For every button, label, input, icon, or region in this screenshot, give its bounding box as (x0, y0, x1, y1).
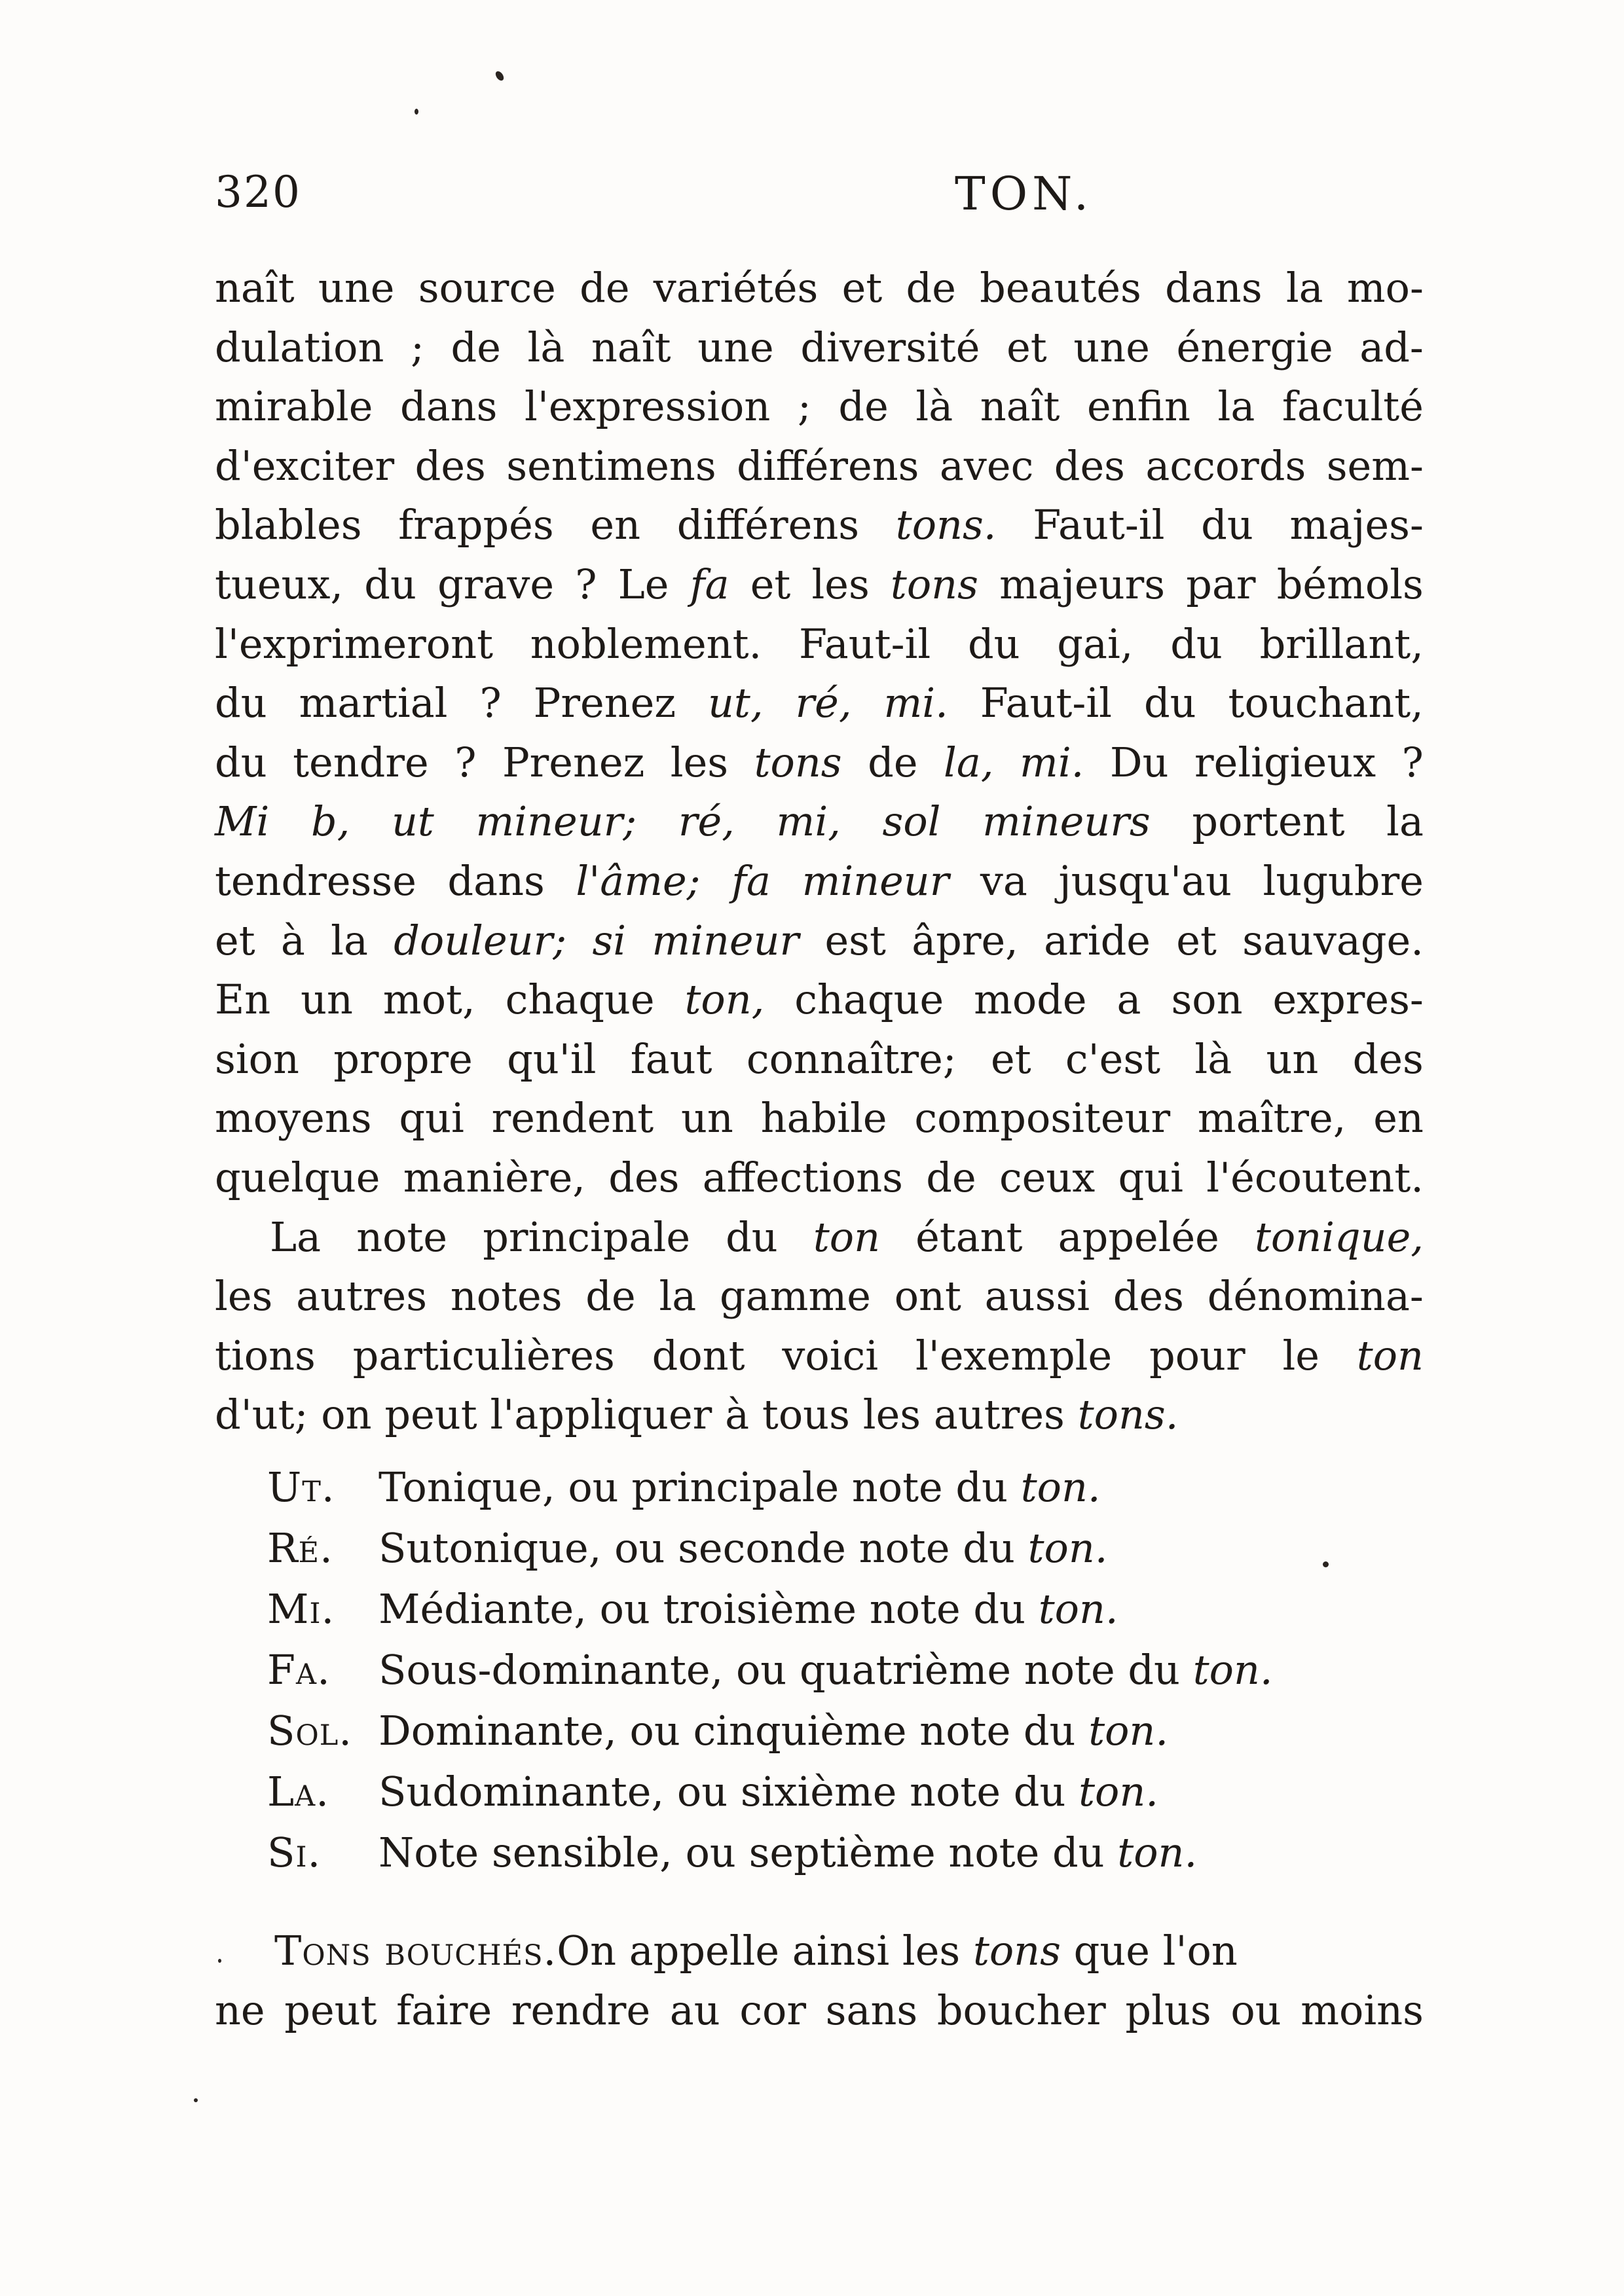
word: les (862, 1391, 921, 1439)
word: ne (215, 1986, 265, 2034)
word: faut (630, 1034, 712, 1083)
list-item (267, 1761, 1273, 1822)
word: des (415, 441, 486, 490)
word: ; (411, 323, 424, 371)
word: du (215, 679, 267, 727)
word: les (811, 560, 870, 608)
word: sem- (1326, 441, 1424, 490)
word: ad- (1359, 323, 1424, 371)
word: ton (1356, 1331, 1424, 1379)
word: rendent (491, 1094, 654, 1142)
note-name: Ut. (267, 1463, 335, 1511)
italic-word: ton. (1027, 1524, 1108, 1572)
word: du (1170, 619, 1223, 668)
list-item (267, 1578, 1273, 1639)
word: des (608, 1153, 680, 1201)
word: particulières (352, 1331, 615, 1379)
word: mineur (802, 856, 950, 905)
word: ceux (999, 1153, 1096, 1201)
word: de (838, 382, 889, 431)
word: moins (1301, 1986, 1424, 2034)
word: mi. (1020, 738, 1084, 786)
word: peut (284, 1986, 377, 2034)
word: cor (739, 1986, 807, 2034)
word: gamme (720, 1272, 871, 1321)
word: le (1282, 1331, 1320, 1379)
word: ton, (684, 975, 765, 1024)
word: qui (1118, 1153, 1183, 1201)
word: mineurs (982, 797, 1151, 846)
word: enfin (1087, 382, 1190, 431)
word: ; (797, 382, 811, 431)
word: mirable (215, 382, 373, 431)
word: de (868, 738, 918, 786)
word: beautés (980, 264, 1141, 312)
word: faire (396, 1986, 492, 2034)
word: source (418, 264, 556, 312)
word: mo- (1346, 264, 1424, 312)
word: manière, (403, 1153, 585, 1201)
word: d'exciter (215, 441, 395, 490)
note-name: Mi. (267, 1585, 335, 1633)
word: aride (1044, 916, 1151, 964)
word: Prenez (533, 679, 676, 727)
tons-bouches-entry (215, 1922, 1424, 2040)
word: dans (1165, 264, 1263, 312)
note-name: Ré. (267, 1524, 333, 1572)
word: les (670, 738, 729, 786)
text-line (215, 555, 1424, 615)
word: rendre (511, 1986, 651, 2034)
word: l'appliquer (490, 1391, 712, 1439)
word: tous (762, 1391, 850, 1439)
word: un (301, 975, 353, 1024)
note-description: Dominante, ou cinquième note du (378, 1707, 1089, 1755)
word: dans (400, 382, 498, 431)
word: connaître; (746, 1034, 957, 1083)
text-line (215, 852, 1424, 911)
ink-speck (1323, 1561, 1329, 1567)
word: mineur; (475, 797, 637, 846)
word: principale (483, 1212, 691, 1261)
word: à (280, 916, 305, 964)
ink-speck (194, 2098, 198, 2102)
word: ut (392, 797, 434, 846)
word: sentimens (506, 441, 716, 490)
word: en (590, 501, 641, 549)
word: mi. (883, 679, 948, 727)
italic-word: ton. (1020, 1463, 1101, 1511)
word: notes (450, 1272, 563, 1321)
ink-speck (494, 70, 505, 82)
word: naît (215, 264, 295, 312)
word: Prenez (502, 738, 645, 786)
word: la (659, 1272, 697, 1321)
word: par (1186, 560, 1256, 608)
word: et (1176, 916, 1217, 964)
ink-speck (415, 109, 418, 115)
word: boucher (936, 1986, 1106, 2034)
word: habile (760, 1094, 887, 1142)
word: du (215, 738, 267, 786)
word: tendresse (215, 856, 416, 905)
note-name: Fa. (267, 1646, 331, 1694)
word: c'est (1065, 1034, 1161, 1083)
word: ont (894, 1272, 961, 1321)
word: diversité (800, 323, 980, 371)
word: de (580, 264, 630, 312)
word: jusqu'au (1058, 856, 1232, 905)
word: compositeur (914, 1094, 1171, 1142)
word: frappés (398, 501, 554, 549)
word: Du (1109, 738, 1169, 786)
word: d'ut; (215, 1391, 308, 1439)
page-header (215, 167, 1420, 232)
italic-word: ton. (1079, 1768, 1158, 1815)
italic-word: ton. (1038, 1585, 1118, 1633)
word: ? (479, 679, 502, 727)
note-name: Sol. (267, 1707, 352, 1755)
word: variétés (653, 264, 819, 312)
word: une (318, 264, 395, 312)
word: fa (690, 560, 729, 608)
text-line (215, 970, 1424, 1030)
note-name: Si. (267, 1829, 322, 1876)
word: tonique, (1254, 1212, 1424, 1261)
word: tons (890, 560, 978, 608)
word: un (680, 1094, 733, 1142)
word: a (1116, 975, 1141, 1024)
word: dans (447, 856, 545, 905)
text-line (215, 1030, 1424, 1089)
note-description: Sous-dominante, ou quatrième note du (378, 1646, 1193, 1694)
word: âpre, (912, 916, 1018, 964)
word: des (1113, 1272, 1184, 1321)
word: qu'il (507, 1034, 597, 1083)
word: faculté (1282, 382, 1424, 431)
word: l'âme; (576, 856, 701, 905)
word: majes- (1289, 501, 1424, 549)
word: tueux, (215, 560, 344, 608)
word: sauvage. (1242, 916, 1424, 964)
word: mineur (652, 916, 800, 964)
word: autres (933, 1391, 1065, 1439)
word: au (669, 1986, 720, 2034)
word: la (331, 916, 368, 964)
word: va (980, 856, 1027, 905)
word: Mi (215, 797, 270, 846)
word: si (592, 916, 627, 964)
word: ré, (795, 679, 852, 727)
word: de (451, 323, 501, 371)
word: la, (944, 738, 994, 786)
word: sion (215, 1034, 299, 1083)
note-description: Note sensible, ou septième note du (378, 1829, 1118, 1876)
word: ? (1401, 738, 1424, 786)
text-line (215, 911, 1424, 971)
word: la (1386, 797, 1424, 846)
word: appelée (1058, 1212, 1219, 1261)
list-item (267, 1639, 1273, 1700)
note-names-list (267, 1457, 1273, 1883)
word: ? (575, 560, 597, 608)
word: ré, (678, 797, 735, 846)
word: une (697, 323, 774, 371)
word: voici (782, 1331, 879, 1379)
note-description: Sudominante, ou sixième note du (378, 1768, 1079, 1815)
word: là (527, 323, 565, 371)
word: on (321, 1391, 372, 1439)
word: majeurs (999, 560, 1166, 608)
word: plus (1125, 1986, 1211, 2034)
word: naît (980, 382, 1060, 431)
word: chaque (794, 975, 944, 1024)
word: et (750, 560, 791, 608)
word: brillant, (1259, 619, 1424, 668)
text-line (215, 377, 1424, 437)
italic-word: ton. (1192, 1646, 1273, 1694)
word: affections (702, 1153, 903, 1201)
word: de (585, 1272, 636, 1321)
word: gai, (1057, 619, 1134, 668)
ink-speck (218, 1959, 221, 1963)
word: grave (437, 560, 555, 608)
word: naît (591, 323, 671, 371)
word: et (991, 1034, 1031, 1083)
text-line (215, 733, 1424, 793)
text-line (215, 1326, 1424, 1386)
word: ton (813, 1212, 881, 1261)
word: les (215, 1272, 273, 1321)
word: tons (754, 738, 842, 786)
word: étant (915, 1212, 1023, 1261)
list-item (267, 1457, 1273, 1518)
word: la (1285, 264, 1323, 312)
word: bémols (1276, 560, 1424, 608)
word: sans (825, 1986, 918, 2034)
word: martial (299, 679, 448, 727)
word: expres- (1272, 975, 1424, 1024)
word: et (215, 916, 255, 964)
list-item (267, 1822, 1273, 1883)
text-line (215, 318, 1424, 378)
word: Faut-il (980, 679, 1112, 727)
text-line (215, 1208, 1424, 1267)
word: Faut-il (798, 619, 931, 668)
word: Le (618, 560, 669, 608)
word: de (926, 1153, 976, 1201)
word: moyens (215, 1094, 372, 1142)
word: dulation (215, 323, 384, 371)
word: La (270, 1212, 322, 1261)
text-line (215, 1981, 1424, 2041)
word: lugubre (1263, 856, 1424, 905)
list-item (267, 1518, 1273, 1578)
word: En (215, 975, 271, 1024)
word: noblement. (530, 619, 762, 668)
word: là (915, 382, 953, 431)
word: ? (454, 738, 477, 786)
text-line (215, 1922, 1424, 1981)
text-line (215, 615, 1424, 674)
word: tons. (1077, 1391, 1179, 1439)
list-item (267, 1700, 1273, 1761)
word: à (725, 1391, 750, 1439)
word: et (1006, 323, 1047, 371)
word: note (356, 1212, 448, 1261)
word: peut (384, 1391, 477, 1439)
word: maître, (1197, 1094, 1346, 1142)
word: mi, (776, 797, 841, 846)
note-description: Tonique, ou principale note du (378, 1463, 1021, 1511)
word: tendre (293, 738, 429, 786)
word: la (1217, 382, 1255, 431)
text-line (215, 1148, 1424, 1208)
word: accords (1145, 441, 1306, 490)
italic-word: tons (972, 1927, 1061, 1975)
word: dénomina- (1207, 1272, 1424, 1321)
word: avec (939, 441, 1034, 490)
word: là (1194, 1034, 1232, 1083)
text-line (215, 1385, 1424, 1445)
word: différens (676, 501, 860, 549)
word: et (841, 264, 883, 312)
word: autres (296, 1272, 428, 1321)
word: aussi (984, 1272, 1090, 1321)
word: l'exemple (915, 1331, 1113, 1379)
note-description: Sutonique, ou seconde note du (378, 1524, 1028, 1572)
word: l'expression (525, 382, 771, 431)
word: pour (1149, 1331, 1246, 1379)
word: l'écoutent. (1206, 1153, 1424, 1201)
word: qui (399, 1094, 464, 1142)
word: touchant, (1228, 679, 1424, 727)
word: portent (1192, 797, 1345, 846)
text-line (215, 1089, 1424, 1148)
word: l'exprimeront (215, 619, 493, 668)
italic-word: ton. (1117, 1829, 1198, 1876)
word: ut, (707, 679, 764, 727)
running-head: TON. (955, 167, 1094, 221)
word: une (1073, 323, 1150, 371)
word: du (1201, 501, 1253, 549)
text-line (215, 259, 1424, 318)
word: Faut-il (1033, 501, 1165, 549)
word: différens (737, 441, 919, 490)
word: en (1373, 1094, 1424, 1142)
word: mode (974, 975, 1087, 1024)
word: énergie (1176, 323, 1333, 371)
word: blables (215, 501, 362, 549)
word: est (824, 916, 886, 964)
page-number: 320 (215, 167, 301, 217)
word: b, (310, 797, 350, 846)
word: sol (882, 797, 941, 846)
word: mot, (382, 975, 475, 1024)
entry-text: On appelle ainsi les tons que l'on (557, 1927, 1238, 1975)
word: fa (731, 856, 771, 905)
word: un (1266, 1034, 1319, 1083)
word: tons. (895, 501, 997, 549)
word: du (1143, 679, 1196, 727)
word: dont (652, 1331, 745, 1379)
word: tions (215, 1331, 316, 1379)
text-line (215, 792, 1424, 852)
note-name: La. (267, 1768, 329, 1815)
text-line (215, 496, 1424, 555)
word: du (364, 560, 416, 608)
note-description: Médiante, ou troisième note du (378, 1585, 1039, 1633)
word: chaque (505, 975, 655, 1024)
word: des (1352, 1034, 1424, 1083)
word: ou (1230, 1986, 1282, 2034)
entry-term: Tons bouchés. (274, 1927, 557, 1975)
word: religieux (1194, 738, 1376, 786)
word: son (1171, 975, 1243, 1024)
word: quelque (215, 1153, 380, 1201)
text-line (215, 1267, 1424, 1326)
word: du (726, 1212, 778, 1261)
word: propre (333, 1034, 473, 1083)
word: douleur; (394, 916, 567, 964)
text-line (215, 437, 1424, 496)
text-line (215, 674, 1424, 733)
word: des (1054, 441, 1125, 490)
word: du (967, 619, 1020, 668)
italic-word: ton. (1088, 1707, 1169, 1755)
word: de (906, 264, 956, 312)
paragraph-1 (215, 259, 1424, 1445)
